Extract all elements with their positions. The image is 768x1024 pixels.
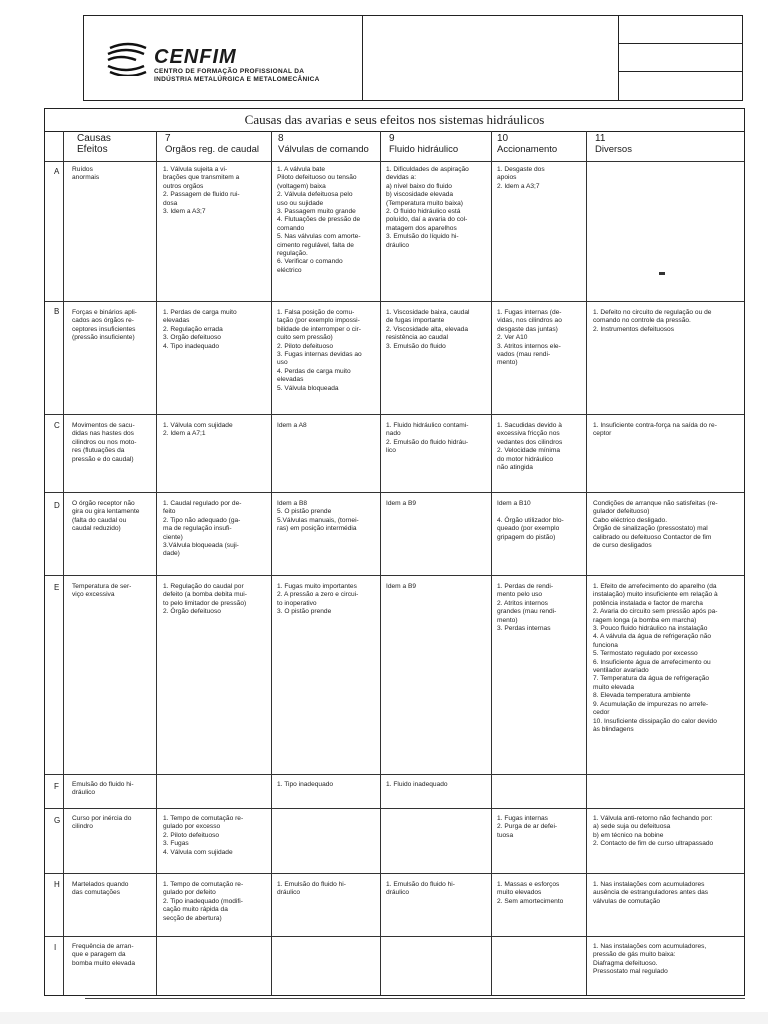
- cause-cell-7: 1. Tempo de comutação re- gulado por excesso 2. Piloto defeituoso 3. Fugas 4. Válvula com sujidade: [163, 815, 244, 856]
- row-letter: H: [54, 880, 60, 889]
- page-bottom-strip: [0, 1012, 768, 1024]
- row-divider: [45, 936, 744, 937]
- cause-cell-7: 1. Perdas de carga muito elevadas 2. Regulação errada 3. Orgão defeituoso 4. Tipo inadequado: [163, 309, 237, 350]
- header-causes: Causas: [77, 133, 111, 144]
- document-header: [83, 15, 743, 101]
- cause-cell-10: 1. Fugas internas (de- vidas, nos cilindros ao desgaste das juntas) 2. Ver A10 3. Atritos internos ele- vados (mau rendi- mento): [497, 309, 562, 367]
- column-header-11: [595, 133, 632, 155]
- effect-cell: Forças e binários apli- cados aos órgãos re- ceptores insuficientes (pressão insuficiente): [72, 309, 137, 342]
- row-divider: [45, 414, 744, 415]
- cause-cell-8: Idem a B8 5. O pistão prende 5.Válvulas manuais, (tornei- ras) em posição intermédia: [277, 500, 359, 533]
- brand-subtitle-line1: CENTRO DE FORMAÇÃO PROFISSIONAL DA: [154, 68, 305, 75]
- header-right-cell: [618, 72, 742, 100]
- effect-cell: Movimentos de sacu- didas nas hastes dos cilindros ou nos moto- res (flutuações da pressão e do caudal): [72, 422, 137, 463]
- cause-cell-8: Idem a A8: [277, 422, 307, 429]
- brand-subtitle-line2: INDÚSTRIA METALÚRGICA E METALOMECÂNICA: [154, 76, 320, 83]
- cause-cell-11: 1. Válvula anti-retorno não fechando por: a) sede suja ou defeituosa b) em técnico na bobine 2. Contacto de fim de curso ultrapassado: [593, 815, 714, 848]
- header-right-cell: [618, 16, 742, 44]
- column-number: 9: [389, 133, 395, 144]
- effect-cell: Curso por inércia do cilindro: [72, 815, 132, 831]
- column-divider: [156, 131, 157, 995]
- cause-cell-9: Idem a B9: [386, 500, 417, 507]
- cause-cell-8: 1. Emulsão do fluido hi- dráulico: [277, 881, 346, 897]
- cause-cell-11: 1. Efeito de arrefecimento do aparelho (da instalação) muito insuficiente em relação à potência instalada e factor de marcha 2. Avaria do circuito sem pressão após pa- ragem longa (a bomba em marcha) 3. Pouco fluido hidráulico na instalação 4. A válvula da água de refrigeração não funciona 5. Termostato regulado por excesso 6. Insuficiente água de arrefecimento ou ventilador avariado 7. Temperatura da água de refrigeração muito elevada 8. Elevada temperatura ambiente 9. Acumulação de impurezas no arrefe- cedor 10. Insuficiente dissipação do calor devido às blindagens: [593, 583, 718, 733]
- column-label: Diversos: [595, 144, 632, 155]
- column-number: 8: [278, 133, 284, 144]
- cause-cell-7: 1. Regulação do caudal por defeito (a bomba debita mui- to pelo limitador de pressão) 2. Órgão defeituoso: [163, 583, 247, 616]
- cause-cell-9: Idem a B9: [386, 583, 417, 590]
- header-right-cells: [618, 16, 742, 100]
- effect-cell: Ruídos anormais: [72, 166, 100, 182]
- column-header-9: [389, 133, 458, 155]
- column-header-7: [165, 133, 259, 155]
- cause-cell-11: 1. Insuficiente contra-força na saída do re- ceptor: [593, 422, 717, 438]
- row-divider: [45, 301, 744, 302]
- cause-cell-10: 1. Sacudidas devido à excessiva fricção nos vedantes dos cilindros 2. Velocidade mínima do motor hidráulico não atingida: [497, 422, 563, 472]
- row-letter: C: [54, 421, 60, 430]
- column-divider: [491, 131, 492, 995]
- row-divider: [45, 161, 744, 162]
- row-divider: [45, 575, 744, 576]
- row-divider: [45, 774, 744, 775]
- column-header-10: [497, 133, 557, 155]
- effect-cell: Emulsão do fluido hi- dráulico: [72, 781, 134, 797]
- column-label: Orgãos reg. de caudal: [165, 144, 260, 155]
- row-letter: I: [54, 943, 57, 952]
- cenfim-logo-icon: [106, 42, 150, 76]
- column-number: 7: [165, 133, 171, 144]
- row-divider: [45, 492, 744, 493]
- cause-cell-7: 1. Caudal regulado por de- feito 2. Tipo não adequado (ga- ma de regulação insufi- ciente) 3.Válvula bloqueada (suji- dade): [163, 500, 242, 558]
- row-letter: G: [54, 816, 61, 825]
- logo-cell: [84, 16, 363, 100]
- cause-cell-9: 1. Emulsão do fluido hi- dráulico: [386, 881, 455, 897]
- stray-ink-mark: [659, 272, 665, 275]
- row-divider: [45, 873, 744, 874]
- header-effects: Efeitos: [77, 144, 108, 155]
- header-blank-cell: [362, 16, 619, 100]
- cause-cell-8: 1. Fugas muito importantes 2. A pressão a zero e circui- to inoperativo 3. O pistão prende: [277, 583, 359, 616]
- column-label: Válvulas de comando: [278, 144, 369, 155]
- cause-cell-9: 1. Fluido hidráulico contami- nado 2. Emulsão do fluido hidráu- lico: [386, 422, 469, 455]
- cause-cell-11: 1. Defeito no circuito de regulação ou de comando no controle da pressão. 2. Instrumentos defeituosos: [593, 309, 712, 333]
- column-divider: [63, 131, 64, 995]
- brand-subtitle: [154, 68, 320, 84]
- cause-cell-7: 1. Válvula sujeita a vi- brações que transmitem a outros orgãos 2. Passagem de fluido rui- dosa 3. Idem a A3;7: [163, 166, 240, 216]
- cause-cell-9: 1. Dificuldades de aspiração devidas a: a) nível baixo do fluido b) viscosidade elevada (Temperatura muito baixa) 2. O fluido hidráulico está poluído, daí a avaria do col- matagem dos aparelhos 3. Emulsão do líquido hi- dráulico: [386, 166, 469, 249]
- cause-cell-10: Idem a B10 4. Órgão utilizador blo- queado (por exemplo gripagem do pistão): [497, 500, 564, 541]
- row-letter: D: [54, 501, 60, 510]
- row-letter: E: [54, 583, 60, 592]
- column-label: Fluido hidráulico: [389, 144, 459, 155]
- column-divider: [586, 131, 587, 995]
- header-right-cell: [618, 44, 742, 72]
- cause-cell-9: 1. Viscosidade baixa, caudal de fugas importante 2. Viscosidade alta, elevada resistência ao caudal 3. Emulsão do fluido: [386, 309, 470, 350]
- column-divider: [380, 131, 381, 995]
- column-number: 11: [595, 133, 606, 144]
- cause-cell-7: 1. Válvula com sujidade 2. Idem a A7;1: [163, 422, 233, 438]
- cause-cell-8: 1. Tipo inadequado: [277, 781, 334, 788]
- cause-cell-8: 1. Falsa posição de comu- tação (por exemplo impossi- bilidade de interromper o cir- cuito sem pressão) 2. Piloto defeituoso 3. Fugas internas devidas ao uso 4. Perdas de carga muito elevadas 5. Válvula bloqueada: [277, 309, 362, 392]
- brand-name: CENFIM: [154, 46, 237, 68]
- column-number: 10: [497, 133, 509, 144]
- cause-cell-7: 1. Tempo de comutação re- gulado por defeito 2. Tipo inadequado (modifi- cação muito rápida da secção de abertura): [163, 881, 244, 922]
- effect-cell: Frequência de arran- que e paragem da bomba muito elevada: [72, 943, 136, 967]
- table-title: Causas das avarias e seus efeitos nos sistemas hidráulicos: [45, 109, 744, 132]
- cause-cell-11: 1. Nas instalações com acumuladores, pressão de gás muito baixa: Diafragma defeituoso. Pressostato mal regulado: [593, 943, 707, 976]
- cause-cell-11: Condições de arranque não satisfeitas (re- gulador defeituoso) Cabo eléctrico desligado. Órgão de sinalização (pressostato) mal calibrado ou defeituoso Contactor de fim de curso desligados: [593, 500, 718, 550]
- cause-cell-8: 1. A válvula bate Piloto defeituoso ou tensão (voltagem) baixa 2. Válvula defeituosa pelo uso ou sujidade 3. Passagem muito grande 4. Flutuações de pressão de comando 5. Nas válvulas com amorte- cimento regulável, falta de regulação. 6. Verificar o comando eléctrico: [277, 166, 361, 274]
- row-letter: A: [54, 167, 60, 176]
- effect-cell: O órgão receptor não gira ou gira lentamente (falta do caudal ou caudal reduzido): [72, 500, 140, 533]
- header-causes-effects: [77, 133, 111, 155]
- column-header-8: [278, 133, 369, 155]
- cause-cell-10: 1. Massas e esforços muito elevados 2. Sem amortecimento: [497, 881, 564, 905]
- cause-cell-9: 1. Fluido inadequado: [386, 781, 448, 788]
- cause-cell-10: 1. Perdas de rendi- mento pelo uso 2. Atritos internos grandes (mau rendi- mento) 3. Perdas internas: [497, 583, 557, 633]
- cause-cell-11: 1. Nas instalações com acumuladores ausência de estranguladores antes das válvulas de comutação: [593, 881, 709, 905]
- effect-cell: Temperatura de ser- viço excessiva: [72, 583, 132, 599]
- page-bottom-rule: [85, 998, 745, 999]
- row-letter: F: [54, 782, 59, 791]
- column-divider: [271, 131, 272, 995]
- column-label: Accionamento: [497, 144, 558, 155]
- row-divider: [45, 808, 744, 809]
- cause-cell-10: 1. Desgaste dos apoios 2. Idem a A3;7: [497, 166, 545, 190]
- cause-cell-10: 1. Fugas internas 2. Purga de ar defei- tuosa: [497, 815, 558, 839]
- faults-table: [44, 108, 745, 996]
- row-letter: B: [54, 307, 60, 316]
- effect-cell: Martelados quando das comutações: [72, 881, 129, 897]
